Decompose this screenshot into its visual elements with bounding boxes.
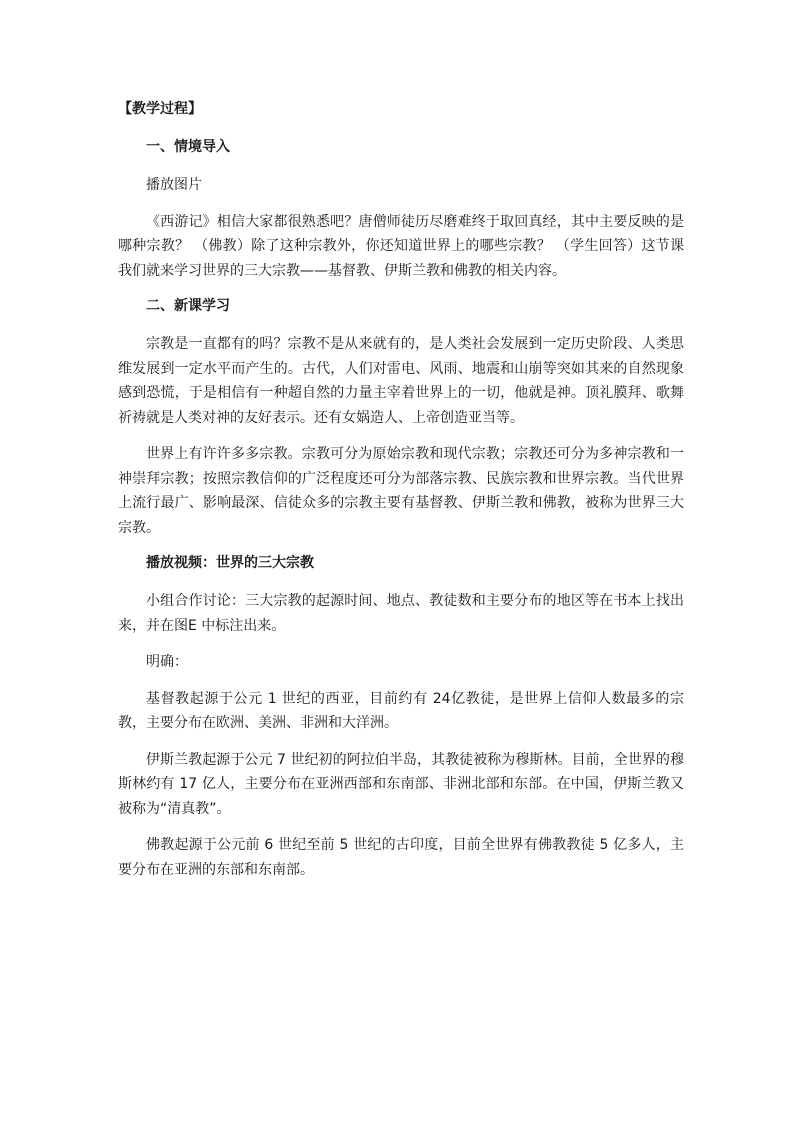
paragraph-buddhism: 佛教起源于公元前 6 世纪至前 5 世纪的古印度，目前全世界有佛教教徒 5 亿多人，主要分布在亚洲的东部和东南部。 (118, 837, 684, 878)
paragraph-religion-origin: 宗教是一直都有的吗？宗教不是从来就有的，是人类社会发展到一定历史阶段、人类思维发展到一定水平而产生的。古代，人们对雷电、风雨、地震和山崩等突如其来的自然现象感到恐慌，于是相信有一种超自然的力量主宰着世界上的一切，他就是神。顶礼膜拜、歌舞祈祷就是人类对神的友好表示。还有女娲造人、上帝创造亚当等。 (118, 336, 684, 426)
section-title: 【教学过程】 (118, 101, 202, 117)
heading-new-lesson: 二、新课学习 (146, 298, 230, 314)
paragraph-clarify: 明确： (146, 654, 188, 670)
paragraph-group-discussion: 小组合作讨论：三大宗教的起源时间、地点、教徒数和主要分布的地区等在书本上找出来，并在图E 中标注出来。 (118, 593, 684, 634)
paragraph-intro: 《西游记》相信大家都很熟悉吧？唐僧师徒历尽磨难终于取回真经，其中主要反映的是哪种宗教？ （佛教）除了这种宗教外，你还知道世界上的哪些宗教？ （学生回答）这节课我们就来学习世界的三大宗教——基督教、伊斯兰教和佛教的相关内容。 (118, 213, 684, 279)
heading-play-video: 播放视频：世界的三大宗教 (146, 555, 314, 571)
paragraph-religion-types: 世界上有许许多多宗教。宗教可分为原始宗教和现代宗教；宗教还可分为多神宗教和一神崇拜宗教；按照宗教信仰的广泛程度还可分为部落宗教、民族宗教和世界宗教。当代世界上流行最广、影响最深、信徒众多的宗教主要有基督教、伊斯兰教和佛教，被称为世界三大宗教。 (118, 446, 684, 536)
document-body (118, 98, 684, 894)
heading-introduction: 一、情境导入 (146, 139, 230, 155)
paragraph-christianity: 基督教起源于公元 1 世纪的西亚，目前约有 24亿教徒，是世界上信仰人数最多的宗教，主要分布在欧洲、美洲、非洲和大洋洲。 (118, 690, 684, 731)
paragraph-play-pictures: 播放图片 (146, 177, 202, 193)
paragraph-islam: 伊斯兰教起源于公元 7 世纪初的阿拉伯半岛，其教徒被称为穆斯林。目前，全世界的穆斯林约有 17 亿人，主要分布在亚洲西部和东南部、非洲北部和东部。在中国，伊斯兰教又被称为“清真教”。 (118, 751, 684, 817)
